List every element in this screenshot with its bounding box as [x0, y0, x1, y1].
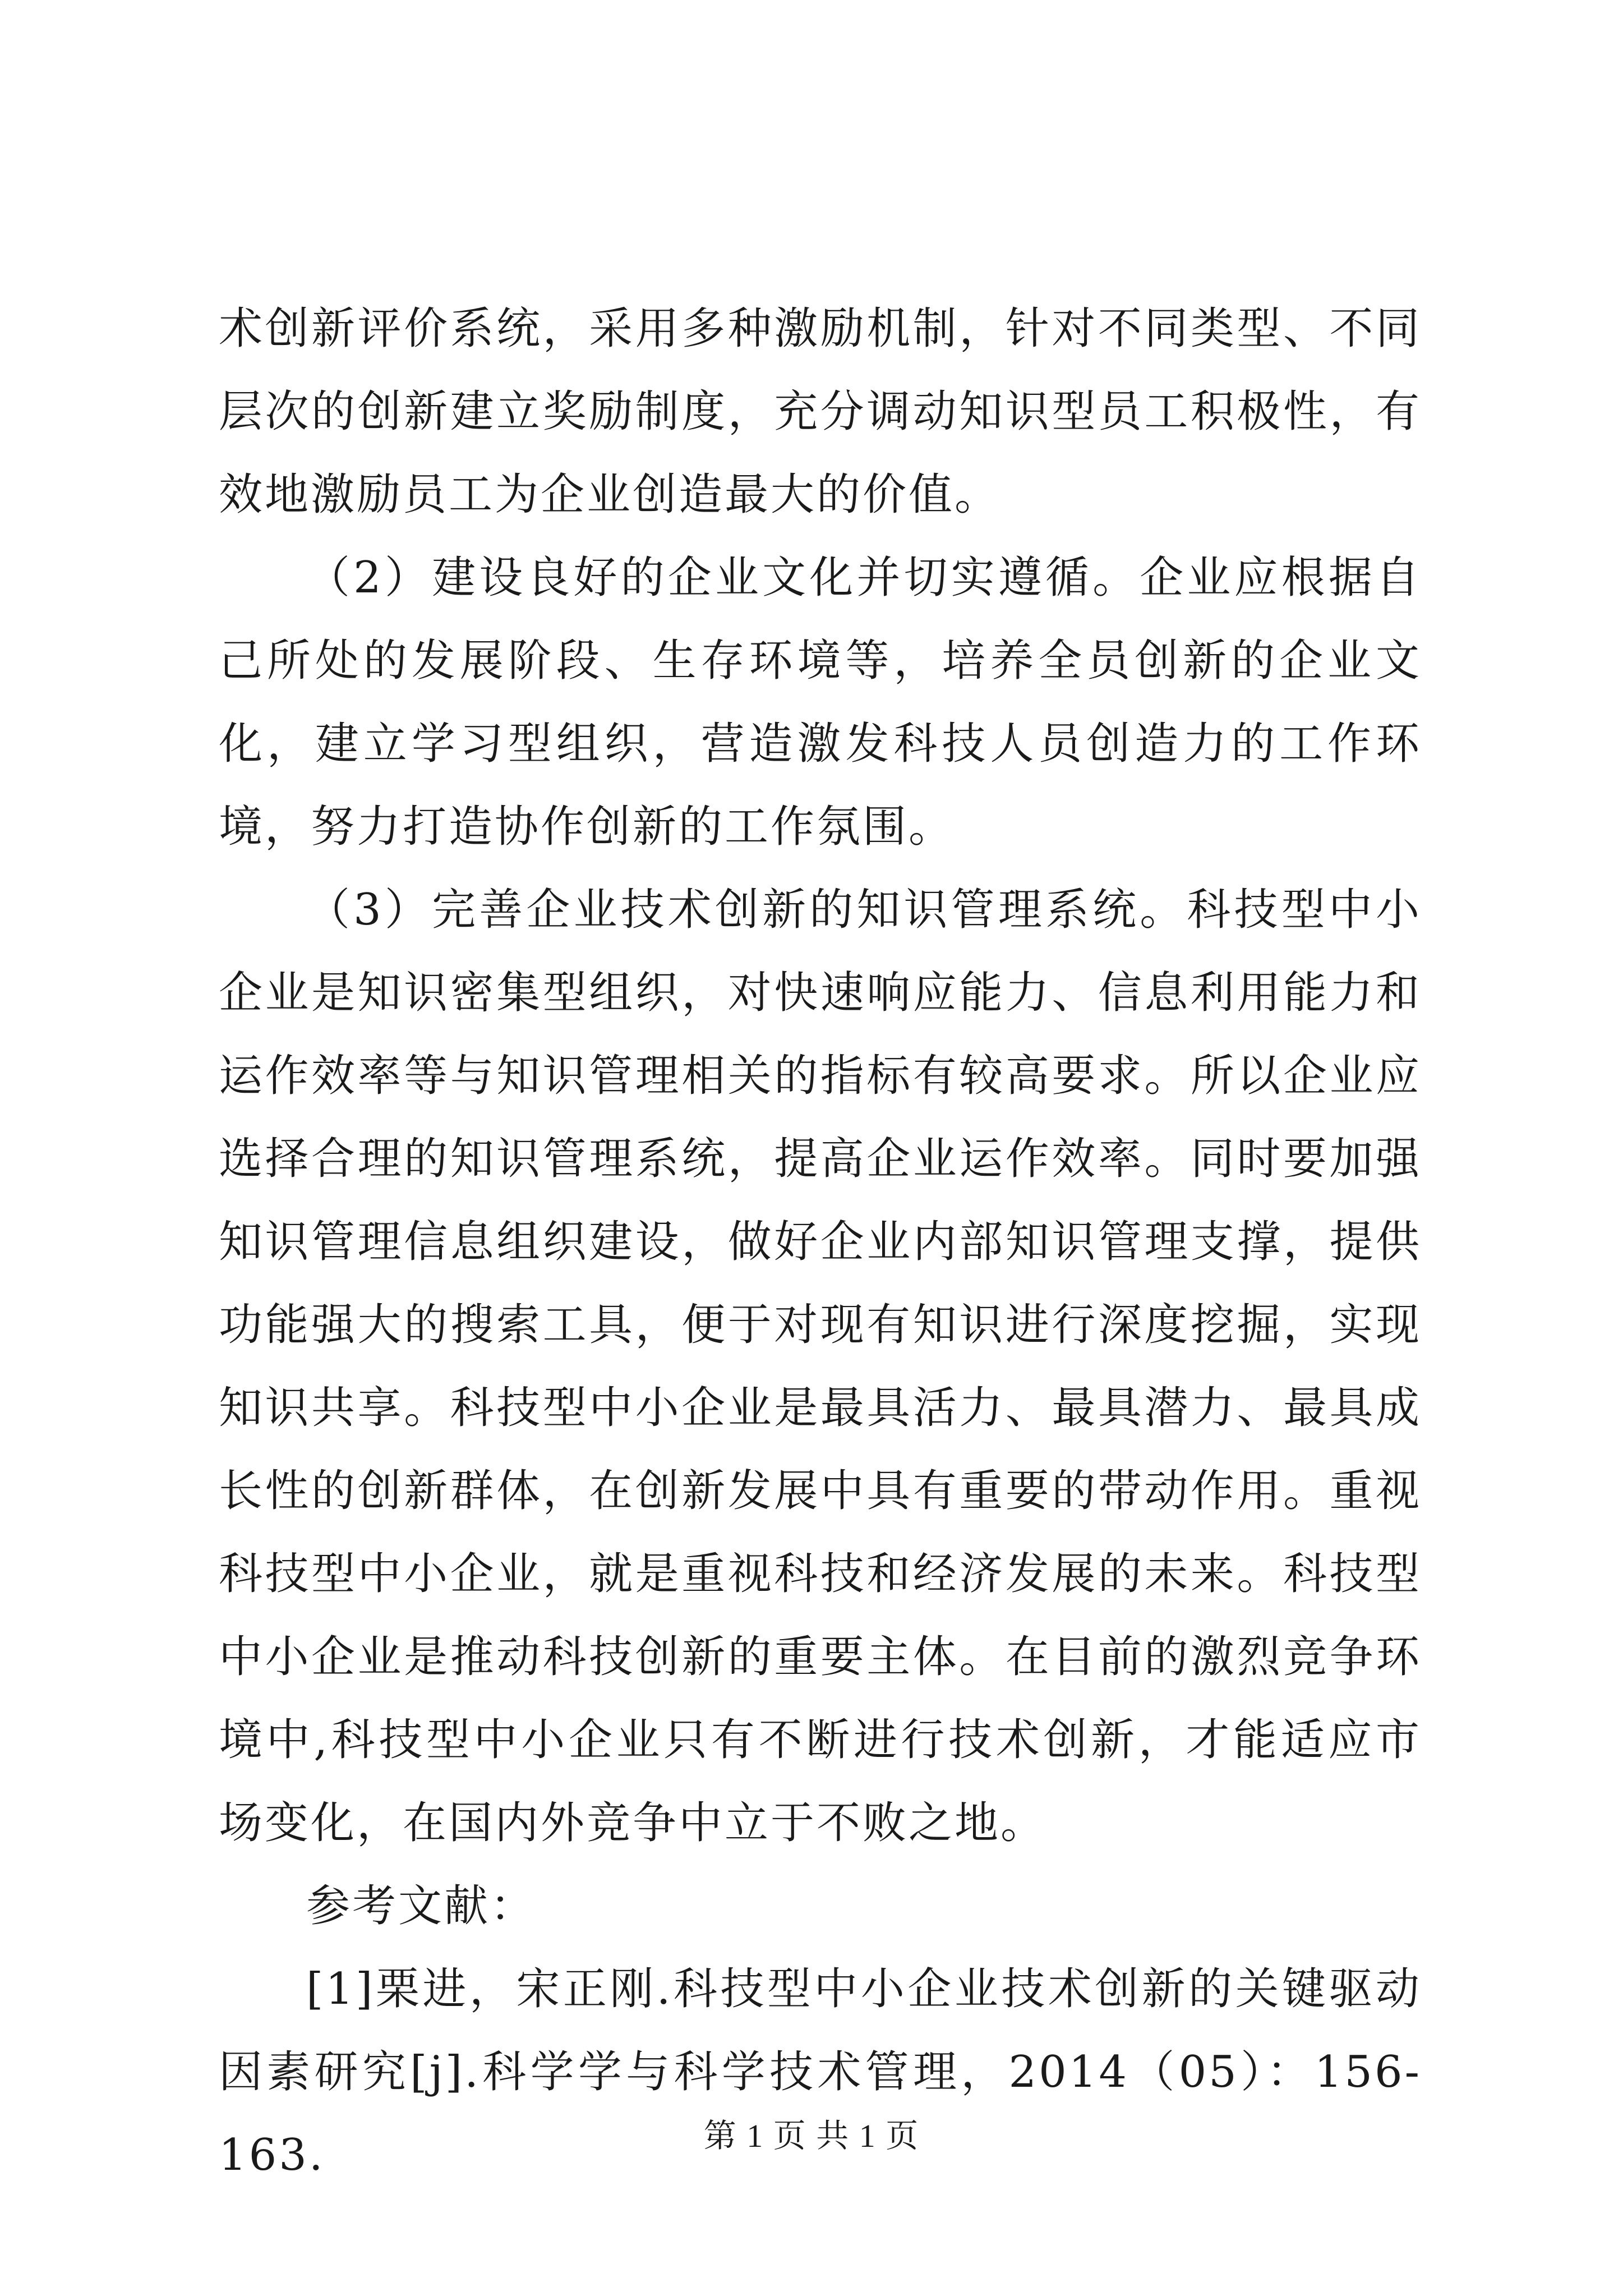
references-title: 参考文献： — [306, 1881, 537, 1931]
paragraph-2: （2）建设良好的企业文化并切实遵循。企业应根据自己所处的发展阶段、生存环境等，培养全员创新的企业文化，建立学习型组织，营造激发科技人员创造力的工作环境，努力打造协作创新的工作氛围。 — [219, 553, 1422, 852]
page-footer: 第 1 页 共 1 页 — [703, 2118, 920, 2154]
reference-item-1: [1]栗进，宋正刚.科技型中小企业技术创新的关键驱动因素研究[j].科学学与科学技术管理，2014（05）：156-163. — [219, 1964, 1422, 2180]
paragraph-1: 术创新评价系统，采用多种激励机制，针对不同类型、不同层次的创新建立奖励制度，充分调动知识型员工积极性，有效地激励员工为企业创造最大的价值。 — [219, 303, 1422, 520]
paragraph-3: （3）完善企业技术创新的知识管理系统。科技型中小企业是知识密集型组织，对快速响应能力、信息利用能力和运作效率等与知识管理相关的指标有较高要求。所以企业应选择合理的知识管理系统，提高企业运作效率。同时要加强知识管理信息组织建设，做好企业内部知识管理支撑，提供功能强大的搜索工具，便于对现有知识进行深度挖掘，实现知识共享。科技型中小企业是最具活力、最具潜力、最具成长性的创新群体，在创新发展中具有重要的带动作用。重视科技型中小企业，就是重视科技和经济发展的未来。科技型中小企业是推动科技创新的重要主体。在目前的激烈竞争环境中,科技型中小企业只有不断进行技术创新，才能适应市场变化，在国内外竞争中立于不败之地。 — [219, 885, 1422, 1848]
document-body — [219, 287, 1422, 2197]
